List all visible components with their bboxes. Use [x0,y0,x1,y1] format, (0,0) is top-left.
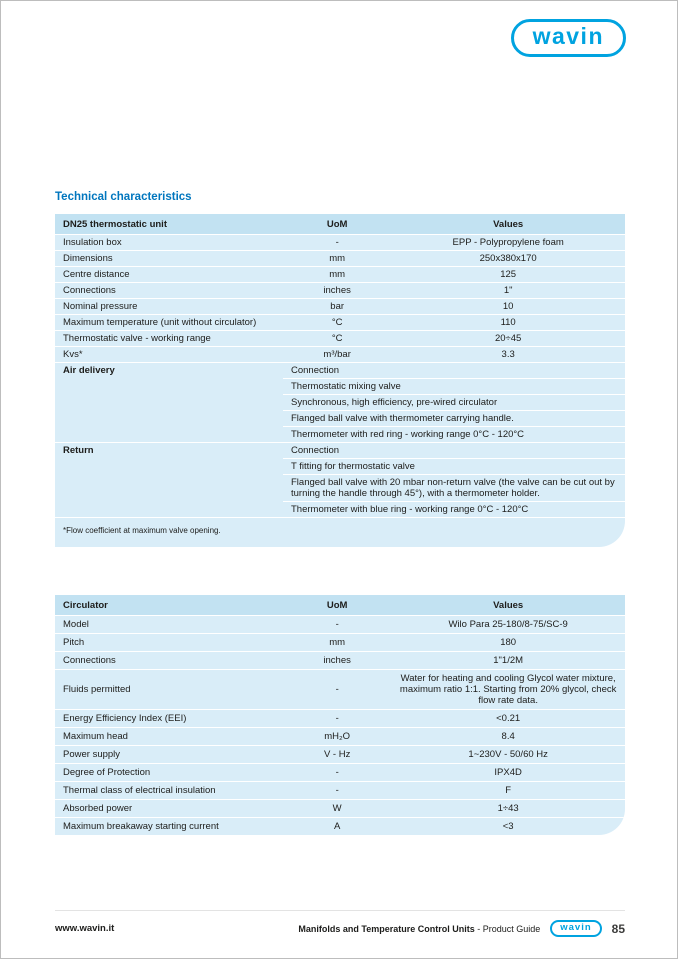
dn25-row-value: 110 [391,315,625,331]
circulator-row-value: 1"1/2M [391,652,625,670]
circulator-row-label: Maximum breakaway starting current [55,818,283,836]
dn25-row-value: 3.3 [391,347,625,363]
dn25-header-uom: UoM [283,214,391,235]
circulator-row [55,782,625,800]
circulator-row-uom: - [283,782,391,800]
dn25-row-label: Kvs* [55,347,283,363]
circulator-row-value: <0.21 [391,710,625,728]
circulator-row [55,634,625,652]
circulator-row-label: Power supply [55,746,283,764]
dn25-row-value: EPP - Polypropylene foam [391,235,625,251]
circulator-row-value: 8.4 [391,728,625,746]
dn25-row-value: 1" [391,283,625,299]
footer-right [298,920,625,937]
dn25-section-text: Connection [283,443,625,459]
circulator-row-uom: - [283,670,391,710]
circulator-row-value: <3 [391,818,625,836]
dn25-thermostatic-unit-table [55,214,625,547]
website-link[interactable]: www.wavin.it [55,923,115,934]
dn25-row-label: Maximum temperature (unit without circulator) [55,315,283,331]
dn25-section-line-row [55,443,625,459]
dn25-row-uom: bar [283,299,391,315]
circulator-row-value: 1÷43 [391,800,625,818]
dn25-row-label: Connections [55,283,283,299]
page-title: Technical characteristics [55,191,192,203]
dn25-header-row [55,214,625,235]
document-title-suffix: - Product Guide [474,923,541,934]
dn25-row [55,283,625,299]
circulator-row-uom: W [283,800,391,818]
dn25-section-text: Synchronous, high efficiency, pre-wired circulator [283,395,625,411]
circulator-header-unit: Circulator [55,595,283,616]
dn25-row [55,267,625,283]
dn25-row [55,331,625,347]
dn25-row-value: 20÷45 [391,331,625,347]
dn25-section-text: T fitting for thermostatic valve [283,459,625,475]
circulator-row [55,746,625,764]
circulator-row [55,616,625,634]
dn25-row [55,251,625,267]
dn25-row-uom: °C [283,315,391,331]
dn25-section-text: Flanged ball valve with thermometer carrying handle. [283,411,625,427]
dn25-row-label: Dimensions [55,251,283,267]
dn25-section-text: Connection [283,363,625,379]
dn25-row-label: Thermostatic valve - working range [55,331,283,347]
dn25-section-label: Return [55,443,283,518]
document-title [298,924,540,934]
dn25-section-text: Thermometer with blue ring - working range 0°C - 120°C [283,502,625,518]
circulator-row-uom: V - Hz [283,746,391,764]
dn25-header-values: Values [391,214,625,235]
circulator-header-uom: UoM [283,595,391,616]
circulator-row-value: 180 [391,634,625,652]
circulator-row-uom: mm [283,634,391,652]
circulator-row [55,800,625,818]
circulator-header-row [55,595,625,616]
dn25-section-text: Flanged ball valve with 20 mbar non-return valve (the valve can be cut out by turning the handle through 45°), with a thermometer holder. [283,475,625,502]
content-area [55,0,625,835]
dn25-section-text: Thermometer with red ring - working range 0°C - 120°C [283,427,625,443]
dn25-row-uom: mm [283,267,391,283]
circulator-row [55,818,625,836]
circulator-row [55,764,625,782]
circulator-row-label: Pitch [55,634,283,652]
dn25-row [55,347,625,363]
dn25-row-label: Nominal pressure [55,299,283,315]
page-number: 85 [611,921,625,936]
dn25-row-uom: inches [283,283,391,299]
dn25-row-uom: - [283,235,391,251]
document-title-bold: Manifolds and Temperature Control Units [298,923,475,934]
wavin-footer-logo [550,920,601,937]
dn25-row-value: 10 [391,299,625,315]
circulator-row-value: Wilo Para 25-180/8-75/SC-9 [391,616,625,634]
dn25-row [55,315,625,331]
circulator-row-value: IPX4D [391,764,625,782]
circulator-row-uom: - [283,710,391,728]
dn25-row-value: 250x380x170 [391,251,625,267]
circulator-row [55,710,625,728]
circulator-table-block [55,595,625,835]
circulator-row-label: Degree of Protection [55,764,283,782]
dn25-row-label: Centre distance [55,267,283,283]
circulator-row-label: Connections [55,652,283,670]
circulator-table-body [55,616,625,836]
page-footer [55,910,625,937]
circulator-row-value: F [391,782,625,800]
dn25-header-unit: DN25 thermostatic unit [55,214,283,235]
dn25-row-uom: m³/bar [283,347,391,363]
circulator-row-label: Energy Efficiency Index (EEI) [55,710,283,728]
circulator-row-label: Absorbed power [55,800,283,818]
circulator-row-uom: A [283,818,391,836]
circulator-row-uom: - [283,764,391,782]
circulator-row-uom: inches [283,652,391,670]
dn25-row-value: 125 [391,267,625,283]
dn25-row [55,299,625,315]
circulator-row-uom: mH₂O [283,728,391,746]
wavin-footer-logo-text: wavin [560,922,592,933]
dn25-row-uom: mm [283,251,391,267]
circulator-row-label: Fluids permitted [55,670,283,710]
circulator-row [55,728,625,746]
wavin-logo-text: wavin [532,23,604,49]
circulator-row-label: Model [55,616,283,634]
dn25-section-text: Thermostatic mixing valve [283,379,625,395]
dn25-row-label: Insulation box [55,235,283,251]
circulator-row [55,652,625,670]
circulator-row-label: Maximum head [55,728,283,746]
circulator-header-values: Values [391,595,625,616]
circulator-row-label: Thermal class of electrical insulation [55,782,283,800]
circulator-row-value: Water for heating and cooling Glycol water mixture, maximum ratio 1:1. Starting from 20% glycol, check flow rate data. [391,670,625,710]
circulator-table [55,595,625,835]
dn25-row [55,235,625,251]
circulator-row-value: 1~230V - 50/60 Hz [391,746,625,764]
dn25-section-line-row [55,363,625,379]
dn25-section-label: Air delivery [55,363,283,443]
dn25-table [55,214,625,517]
dn25-row-uom: °C [283,331,391,347]
circulator-row-uom: - [283,616,391,634]
dn25-table-body [55,235,625,518]
flow-coefficient-footnote: *Flow coefficient at maximum valve opening. [55,517,625,547]
circulator-row [55,670,625,710]
